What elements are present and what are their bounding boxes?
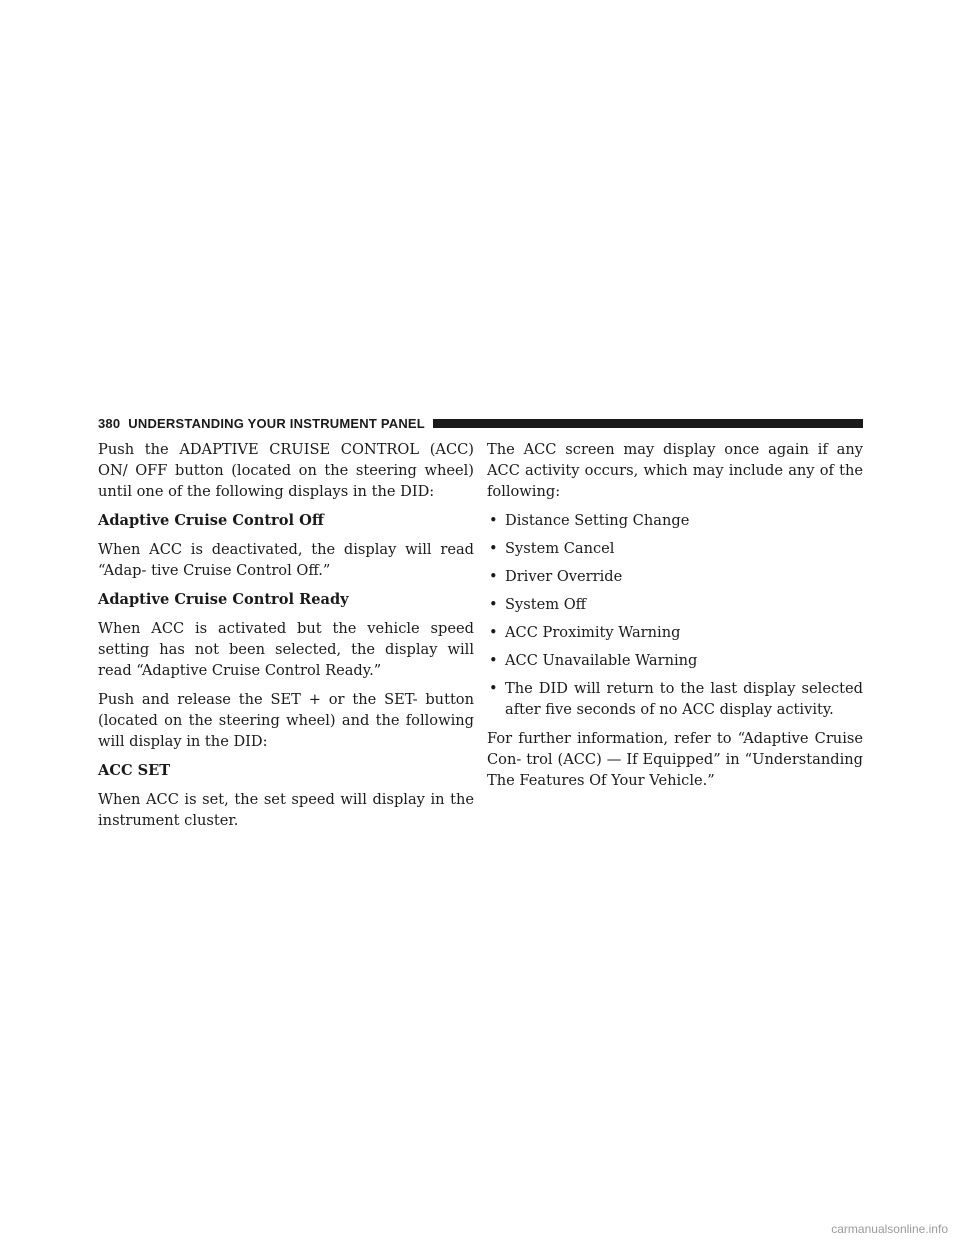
paragraph-acc-off: When ACC is deactivated, the display will read “Adap- tive Cruise Control Off.”	[98, 541, 474, 579]
bullet-icon: •	[489, 652, 498, 669]
list-item: • ACC Unavailable Warning	[489, 652, 698, 669]
heading-acc-ready: Adaptive Cruise Control Ready	[98, 591, 349, 608]
further-info-paragraph: For further information, refer to “Adaptive Cruise Con- trol (ACC) — If Equipped” in “Understanding The Features Of Your Vehicle.”	[487, 730, 863, 789]
list-item: • System Off	[489, 596, 587, 613]
list-item: • Driver Override	[489, 568, 623, 585]
bullet-icon: •	[489, 680, 498, 697]
list-item: • Distance Setting Change	[489, 512, 690, 529]
heading-acc-off: Adaptive Cruise Control Off	[98, 512, 324, 529]
section-title: UNDERSTANDING YOUR INSTRUMENT PANEL	[128, 415, 425, 431]
bullet-icon: •	[489, 512, 498, 529]
left-column	[98, 439, 474, 839]
watermark: carmanualsonline.info	[831, 1222, 948, 1236]
header-rule	[433, 419, 863, 428]
bullet-icon: •	[489, 624, 498, 641]
list-item: • ACC Proximity Warning	[489, 624, 681, 641]
page-number: 380	[98, 415, 121, 431]
list-item: • System Cancel	[489, 540, 615, 557]
activity-list	[487, 510, 863, 720]
list-item: • The DID will return to the last display selected after five seconds of no ACC display activity.	[489, 680, 863, 718]
bullet-icon: •	[489, 540, 498, 557]
heading-acc-set: ACC SET	[98, 762, 171, 779]
intro-paragraph: Push the ADAPTIVE CRUISE CONTROL (ACC) ON/ OFF button (located on the steering wheel) until one of the following displays in the DID:	[98, 441, 474, 500]
bullet-icon: •	[489, 568, 498, 585]
paragraph-acc-ready: When ACC is activated but the vehicle speed setting has not been selected, the display will read “Adaptive Cruise Control Ready.”	[98, 620, 474, 679]
page-header	[98, 413, 863, 433]
right-column	[487, 439, 863, 799]
paragraph-set-button: Push and release the SET + or the SET- button (located on the steering wheel) and the following will display in the DID:	[98, 691, 474, 750]
paragraph-acc-set: When ACC is set, the set speed will display in the instrument cluster.	[98, 791, 474, 829]
bullet-icon: •	[489, 596, 498, 613]
activity-intro: The ACC screen may display once again if any ACC activity occurs, which may include any of the following:	[487, 441, 863, 500]
